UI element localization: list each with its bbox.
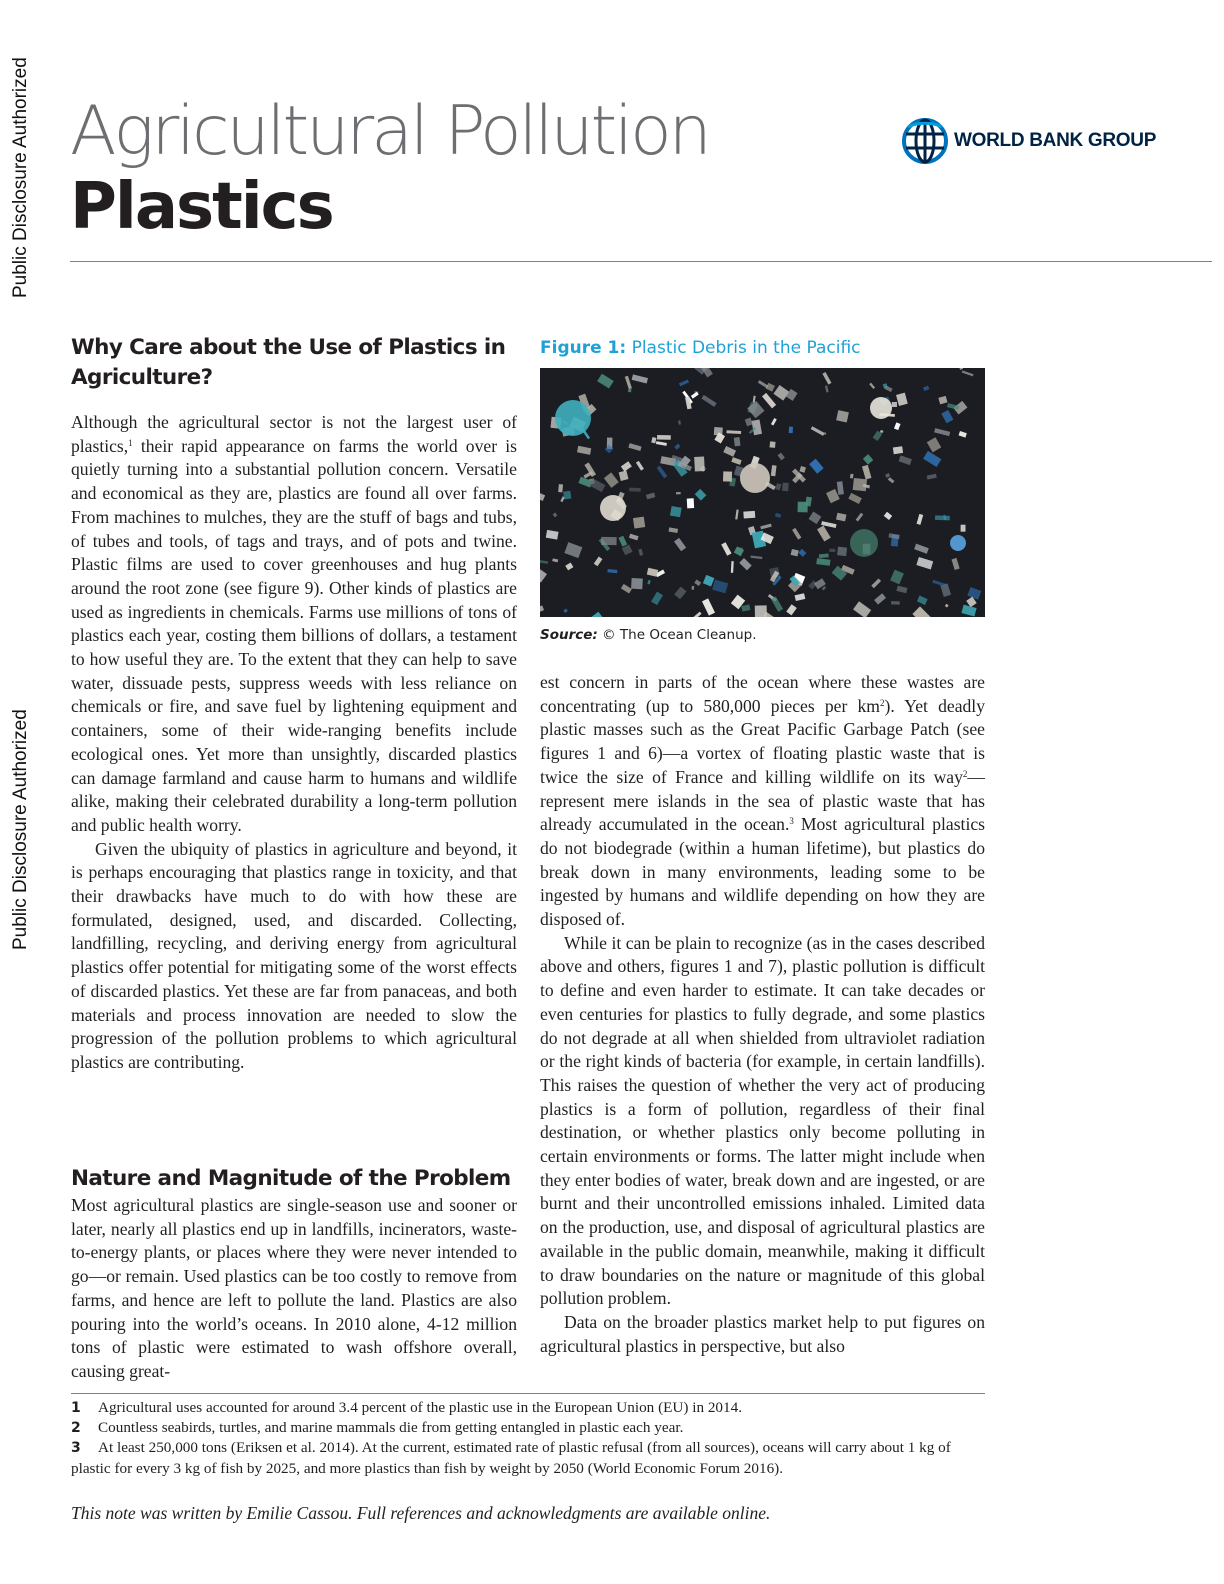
debris-fragment [631,578,643,589]
footnote-ref[interactable]: 2 [962,768,968,779]
debris-fragment [694,456,705,471]
left-column-continued [71,1194,517,1384]
figure-source: Source: © The Ocean Cleanup. [540,627,757,643]
debris-fragment [629,488,641,492]
right-column [540,671,985,1358]
section-heading-nature: Nature and Magnitude of the Problem [71,1166,511,1191]
figure-caption: Figure 1: Plastic Debris in the Pacific [540,338,861,358]
section-heading-why-care: Why Care about the Use of Plastics in Agriculture? [71,335,506,390]
paragraph: Data on the broader plastics market help to put figures on agricultural plastics in perspective, but also [540,1311,985,1356]
debris-fragment [880,430,883,433]
footnote: 2 Countless seabirds, turtles, and marine mammals die from getting entangled in plastic each year. [71,1419,684,1437]
footnote-ref[interactable]: 1 [128,437,133,448]
footnote-divider [71,1393,985,1394]
debris-fragment [961,525,966,532]
paragraph: While it can be plain to recognize (as in the cases described above and others, figures 1 and 7), plastic pollution is difficult to define and even harder to estimate. It can take decades or even centuries for plastics to fully degrade, and some plastics do not degrade at all when shielded from ultraviolet radiation or the right kinds of bacteria (for example, in certain landfills). This raises the question of whether the very act of producing plastics is a form of pollution, regardless of their final destination, or whether plastics only become polluting in certain environments or forms. The latter might include when they enter bodies of water, break down and are ingested, or are burnt and their uncontrolled emissions inhaled. Limited data on the production, use, and disposal of agricultural plastics are available in the public domain, meanwhile, making it difficult to draw boundaries on the nature or magnitude of this global pollution problem. [540,932,985,1309]
debris-fragment [789,427,793,434]
debris-fragment [676,492,681,494]
footnote: 3 At least 250,000 tons (Eriksen et al. 2014). At the current, estimated rate of plastic refusal (from all sources), oceans will carry about 1 kg of plastic for every 3 kg of fish by 2025, and more plastics than fish by weight by 2050 (World Economic Forum 2016). [71,1439,951,1477]
plastic-debris-photo [540,368,985,617]
debris-fragment [782,483,789,492]
debris-fragment [555,400,591,436]
world-bank-logo [902,118,1156,164]
paragraph: Although the agricultural sector is not the largest user of plastics,$^1$ their rapid appearance on farms the world over is quietly turning into a substantial pollution concern. Versatile and economical as they are, plastics are found all over farms. From machines to mulches, they are the stuff of bags and tubs, of tubes and tools, of tags and trays, and of pots and twine. Plastic films are used to cover greenhouses and hug plants around the root zone (see figure 9). Other kinds of plastics are used as ingredients in chemicals. Farms use millions of tons of plastics each year, costing them billions of dollars, a testament to how useful they are. To the extent that they can help to save water, dissuade pests, suppress weeds with less reliance on chemicals or fire, and save fuel by lightening equipment and containers, some of their wide-ranging benefits include ecological ones. Yet more than unsightly, discarded plastics can damage farmland and cause harm to humans and wildlife alike, making their celebrated durability a long-term pollution and public health worry. [71,412,517,835]
paragraph: est concern in parts of the ocean where these wastes are concentrating (up to 580,000 pieces per $km^2$). Yet deadly plastic masses such as the Great Pacific Garbage Patch (see figures 1 and 6)—a vortex of floating plastic waste that is twice the size of France and killing wildlife on its way$^2$—represent mere islands in the sea of plastic waste that has already accumulated in the ocean.$^3$ Most agricultural plastics do not biodegrade (within a human lifetime), but plastics do break down in many environments, leading some to be ingested by humans and wildlife depending on how they are disposed of. [540,672,985,930]
debris-fragment [670,506,682,517]
debris-fragment [935,515,950,520]
paragraph: Most agricultural plastics are single-season use and sooner or later, nearly all plastics end up in landfills, incinerators, waste-to-energy plants, or places where they were never intended to go—or remain. Used plastics can be too costly to remove from farms, and hence are left to pollute the land. Plastics are also pouring into the world’s oceans. In 2010 alone, 4-12 million tons of plastic were estimated to wash offshore overall, causing great- [71,1195,517,1381]
debris-fragment [740,463,770,493]
disclosure-label-middle: Public Disclosure Authorized [10,709,31,950]
header-divider [70,261,1212,262]
debris-fragment [823,432,826,434]
debris-fragment [723,471,732,481]
debris-fragment [657,435,671,440]
author-credit: This note was written by Emilie Cassou. Full references and acknowledgments are available online. [71,1503,771,1523]
debris-fragment [687,498,694,508]
debris-fragment [558,484,563,492]
debris-fragment [798,502,808,513]
debris-fragment [850,529,878,557]
debris-fragment [743,511,755,519]
debris-fragment [633,517,645,529]
title-light: Agricultural Pollution [70,92,709,171]
debris-fragment [601,537,616,545]
debris-fragment [770,441,776,447]
debris-fragment [563,491,571,500]
debris-fragment [853,478,867,491]
debris-fragment [628,389,632,393]
debris-fragment [836,410,849,422]
debris-fragment [892,402,897,407]
footnotes [71,1398,985,1479]
globe-icon [902,118,948,164]
title-bold: Plastics [70,170,333,244]
footnote: 1 Agricultural uses accounted for around 3.4 percent of the plastic use in the European Union (EU) in 2014. [71,1399,743,1416]
logo-text: WORLD BANK GROUP [954,130,1157,151]
debris-fragment [891,601,900,605]
debris-fragment [600,495,626,521]
debris-fragment [734,437,741,446]
paragraph: Given the ubiquity of plastics in agriculture and beyond, it is perhaps encouraging that plastics range in toxicity, and that their drawbacks have much to do with how these are formulated, designed, used, and discarded. Collecting, landfilling, recycling, and deriving energy from agricultural plastics offer potential for mitigating some of the worst effects of discarded plastics. Yet these are far from panaceas, and both materials and process innovation are needed to slow the progression of the pollution problems to which agricultural plastics are contributing. [71,838,517,1072]
debris-fragment [950,535,966,551]
footnote-ref[interactable]: 3 [789,816,794,827]
debris-fragment [691,586,694,590]
debris-fragment [829,549,835,553]
debris-fragment [893,446,903,454]
left-column [71,411,517,1075]
debris-fragment [870,397,892,419]
debris-fragment [837,547,847,556]
disclosure-label-top: Public Disclosure Authorized [10,57,31,298]
